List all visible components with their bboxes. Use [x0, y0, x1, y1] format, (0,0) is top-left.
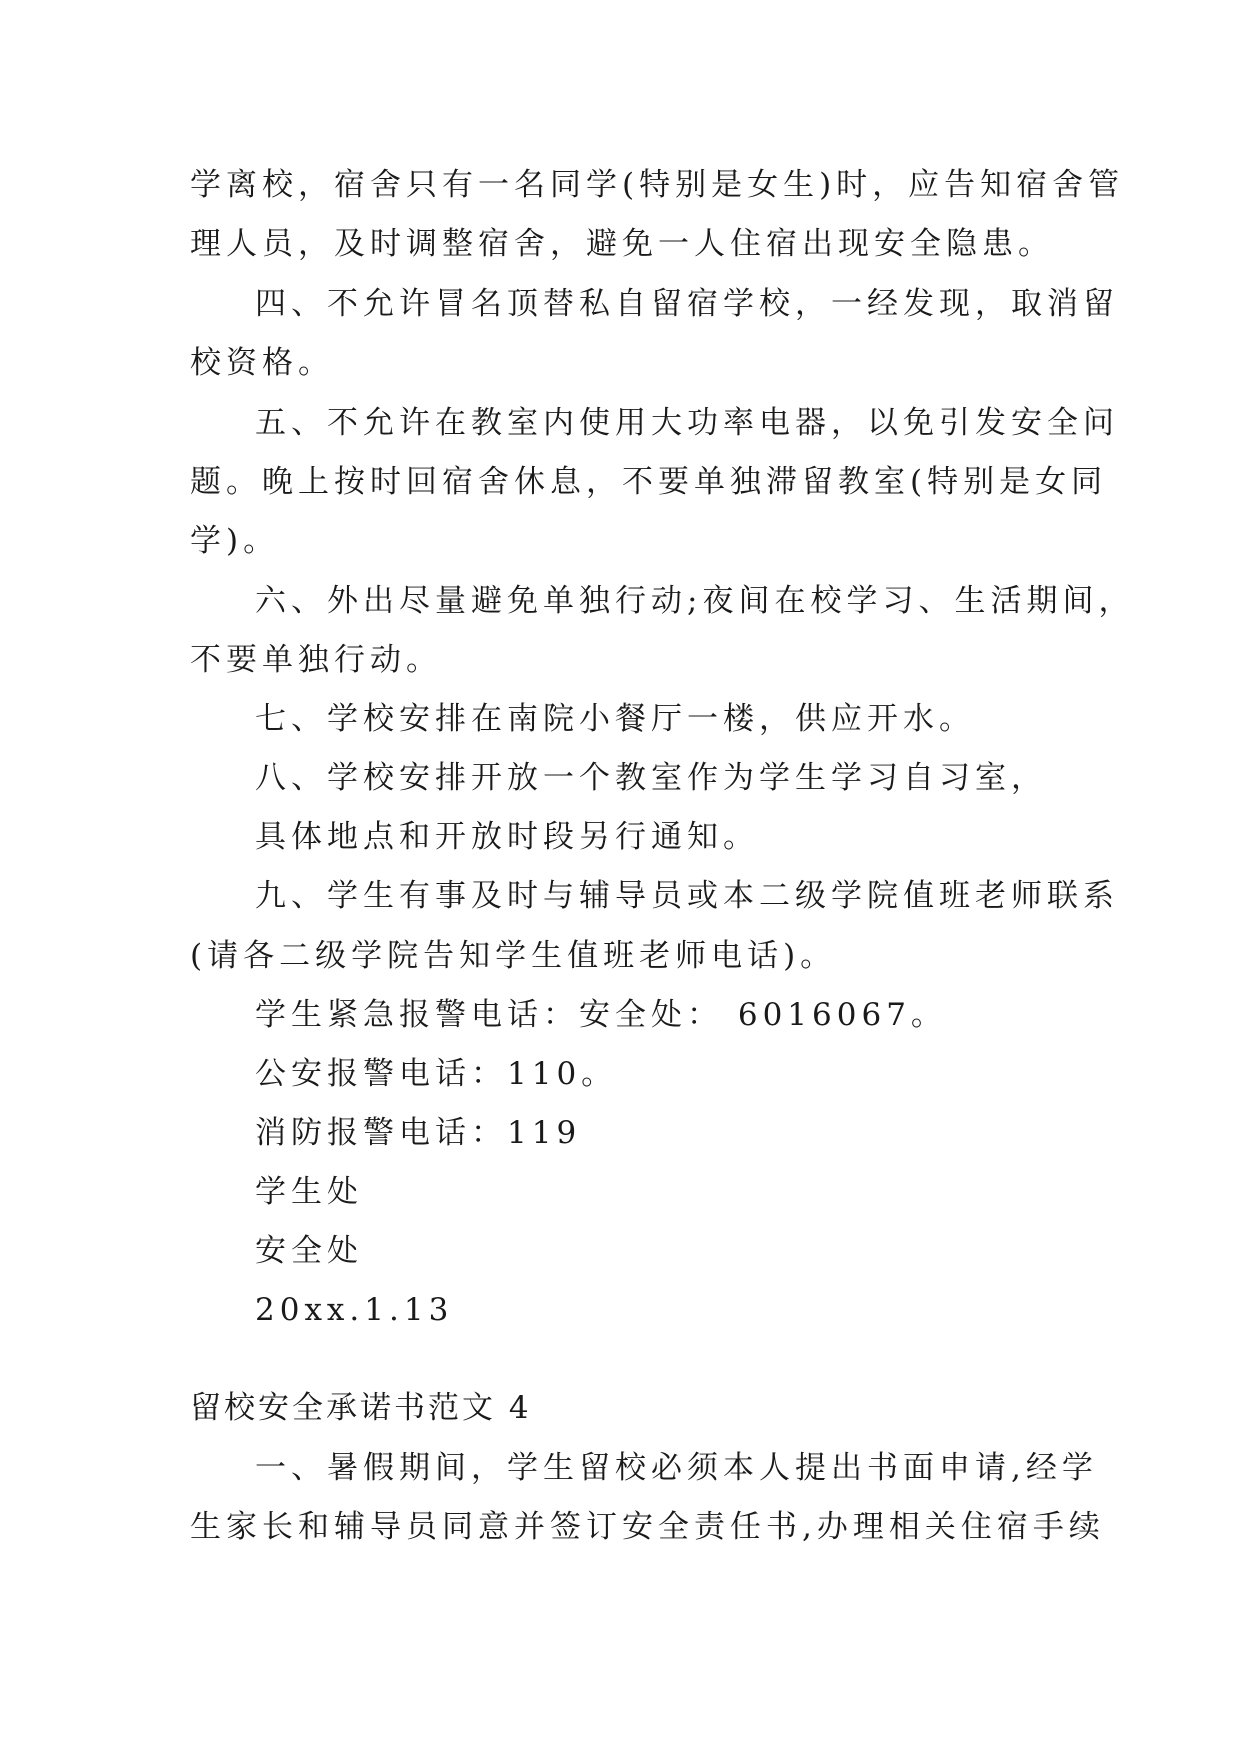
paragraph-line: 校资格。: [190, 345, 334, 381]
paragraph-line: 题。晚上按时回宿舍休息，不要单独滞留教室(特别是女同: [190, 464, 1108, 500]
fire-phone-line: 消防报警电话：119: [255, 1115, 582, 1151]
paragraph-line: 理人员，及时调整宿舍，避免一人住宿出现安全隐患。: [190, 226, 1054, 262]
paragraph-line: (请各二级学院告知学生值班老师电话)。: [190, 938, 837, 974]
paragraph-line: 一、暑假期间，学生留校必须本人提出书面申请,经学: [255, 1450, 1098, 1486]
paragraph-line: 不要单独行动。: [190, 642, 442, 678]
paragraph-line: 八、学校安排开放一个教室作为学生学习自习室，: [255, 760, 1047, 796]
paragraph-line: 具体地点和开放时段另行通知。: [255, 819, 759, 855]
paragraph-line: 生家长和辅导员同意并签订安全责任书,办理相关住宿手续: [190, 1509, 1105, 1545]
paragraph-line: 学离校，宿舍只有一名同学(特别是女生)时，应告知宿舍管: [190, 167, 1125, 203]
paragraph-line: 四、不允许冒名顶替私自留宿学校，一经发现，取消留: [255, 286, 1119, 322]
paragraph-line: 五、不允许在教室内使用大功率电器，以免引发安全问: [255, 405, 1119, 441]
paragraph-line: 七、学校安排在南院小餐厅一楼，供应开水。: [255, 701, 975, 737]
signature-student-office: 学生处: [255, 1174, 363, 1210]
paragraph-line: 九、学生有事及时与辅导员或本二级学院值班老师联系: [255, 878, 1119, 914]
police-phone-line: 公安报警电话：110。: [255, 1056, 618, 1092]
emergency-phone-line: 学生紧急报警电话：安全处： 6016067。: [255, 997, 947, 1033]
paragraph-line: 学)。: [190, 523, 280, 559]
section-heading: 留校安全承诺书范文 4: [190, 1390, 532, 1426]
signature-security-office: 安全处: [255, 1233, 363, 1269]
document-date: 20xx.1.13: [255, 1292, 454, 1328]
paragraph-line: 六、外出尽量避免单独行动;夜间在校学习、生活期间，: [255, 583, 1135, 619]
